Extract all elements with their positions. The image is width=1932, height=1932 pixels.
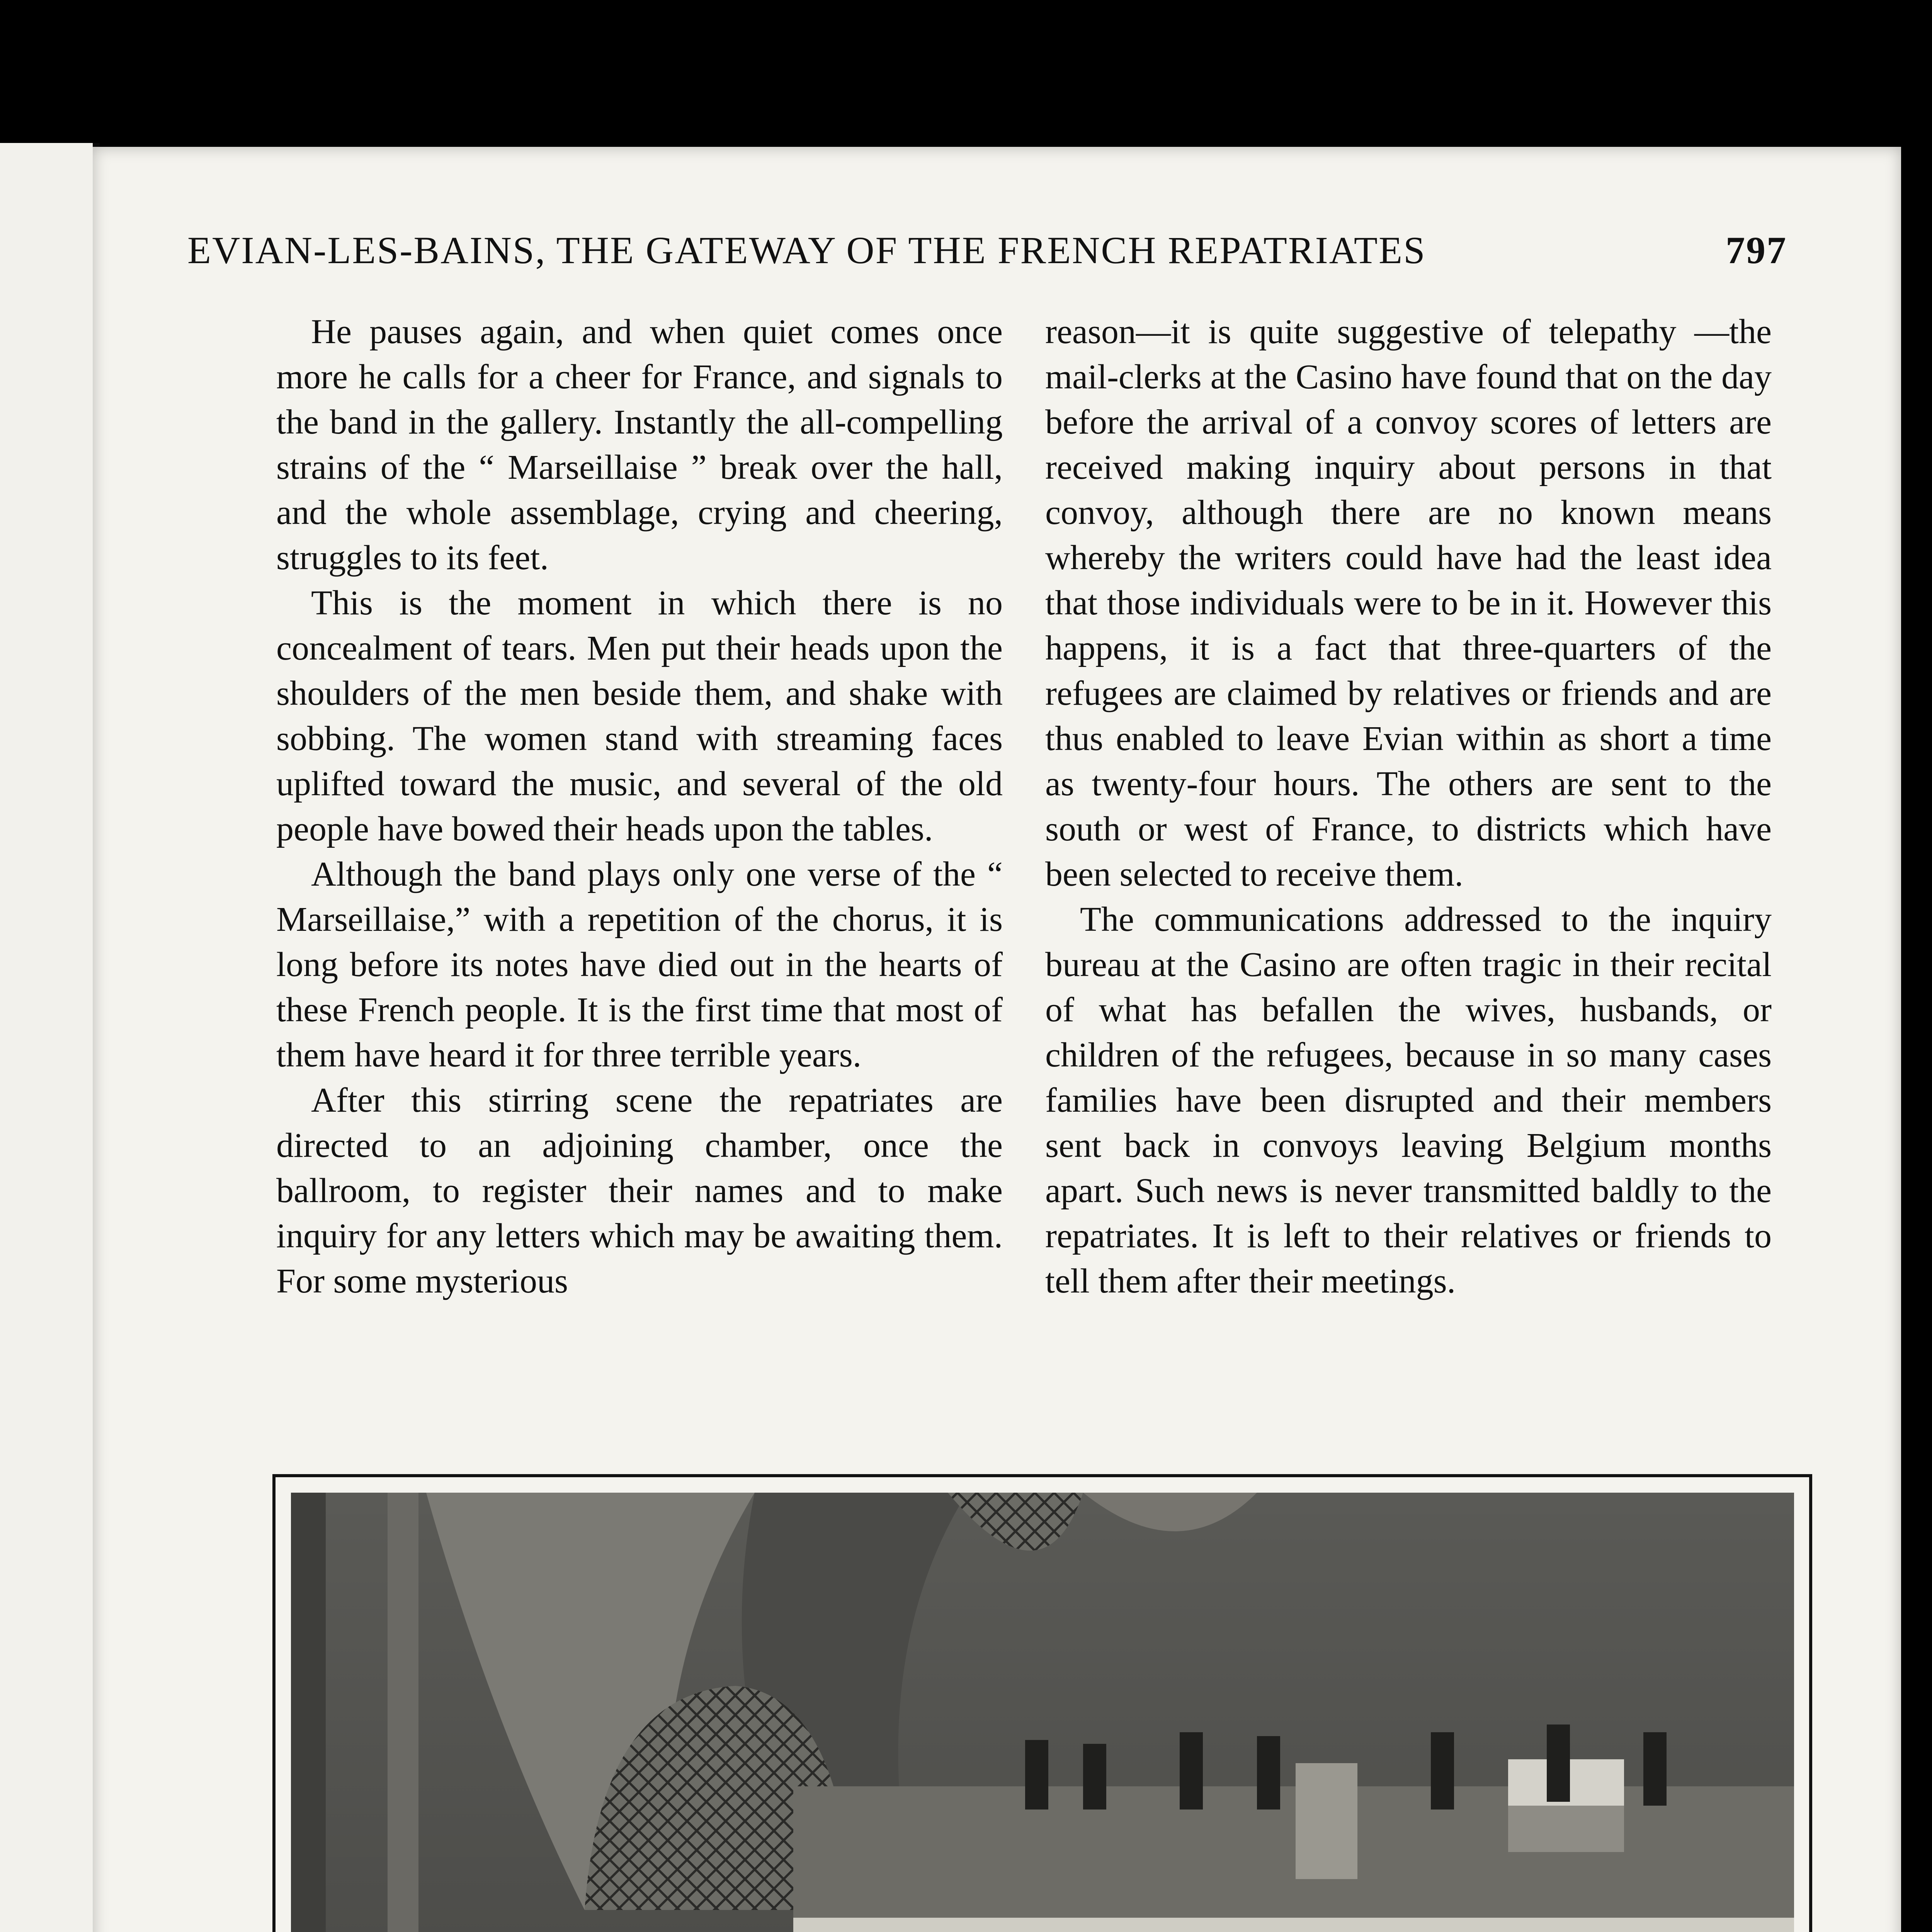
paragraph: Although the band plays only one verse of the “ Marseillaise,” with a repetition of the chorus, it is long before its notes have died out in the hearts of these French people. It is the first time that most of them have heard it for three terrible years. (276, 855, 1003, 1074)
text-column-right (1045, 309, 1772, 1304)
paragraph: After this stirring scene the repatriates are directed to an adjoining chamber, once the ballroom, to register their names and to make inquiry for any letters which may be awaiting them. For some mysterious (276, 1081, 1003, 1300)
paragraph: He pauses again, and when quiet comes once more he calls for a cheer for France, and signals to the band in the gallery. Instantly the all-compelling strains of the “ Marseillaise ” break over the hall, and the whole assemblage, crying and cheering, struggles to its feet. (276, 313, 1003, 577)
running-head (187, 228, 1787, 274)
photo-plate (272, 1474, 1812, 1932)
paragraph: This is the moment in which there is no concealment of tears. Men put their heads upon the shoulders of the men beside them, and shake with sobbing. The women stand with streaming faces uplifted toward the music, and several of the old people have bowed their heads upon the tables. (276, 584, 1003, 848)
page-number: 797 (1726, 229, 1787, 272)
text-column-left (276, 309, 1003, 1304)
concert-hall-photograph (291, 1493, 1794, 1932)
photo-illustration (291, 1493, 1794, 1932)
running-head-title: EVIAN-LES-BAINS, THE GATEWAY OF THE FRENCH REPATRIATES (187, 229, 1426, 272)
facing-page-edge (0, 143, 100, 1932)
paragraph: The communications addressed to the inquiry bureau at the Casino are often tragic in their recital of what has befallen the wives, husbands, or children of the refugees, because in so many cases families have been disrupted and their members sent back in convoys leaving Belgium months apart. Such news is never transmitted baldly to the repatriates. It is left to their relatives or friends to tell them after their meetings. (1045, 900, 1772, 1300)
paragraph-continued: reason—it is quite suggestive of telepathy —the mail-clerks at the Casino have found that on the day before the arrival of a convoy scores of letters are received making inquiry about persons in that convoy, although there are no known means whereby the writers could have had the least idea that those individuals were to be in it. However this happens, it is a fact that three-quarters of the refugees are claimed by relatives or friends and are thus enabled to leave Evian within as short a time as twenty-four hours. The others are sent to the south or west of France, to districts which have been selected to receive them. (1045, 313, 1772, 893)
